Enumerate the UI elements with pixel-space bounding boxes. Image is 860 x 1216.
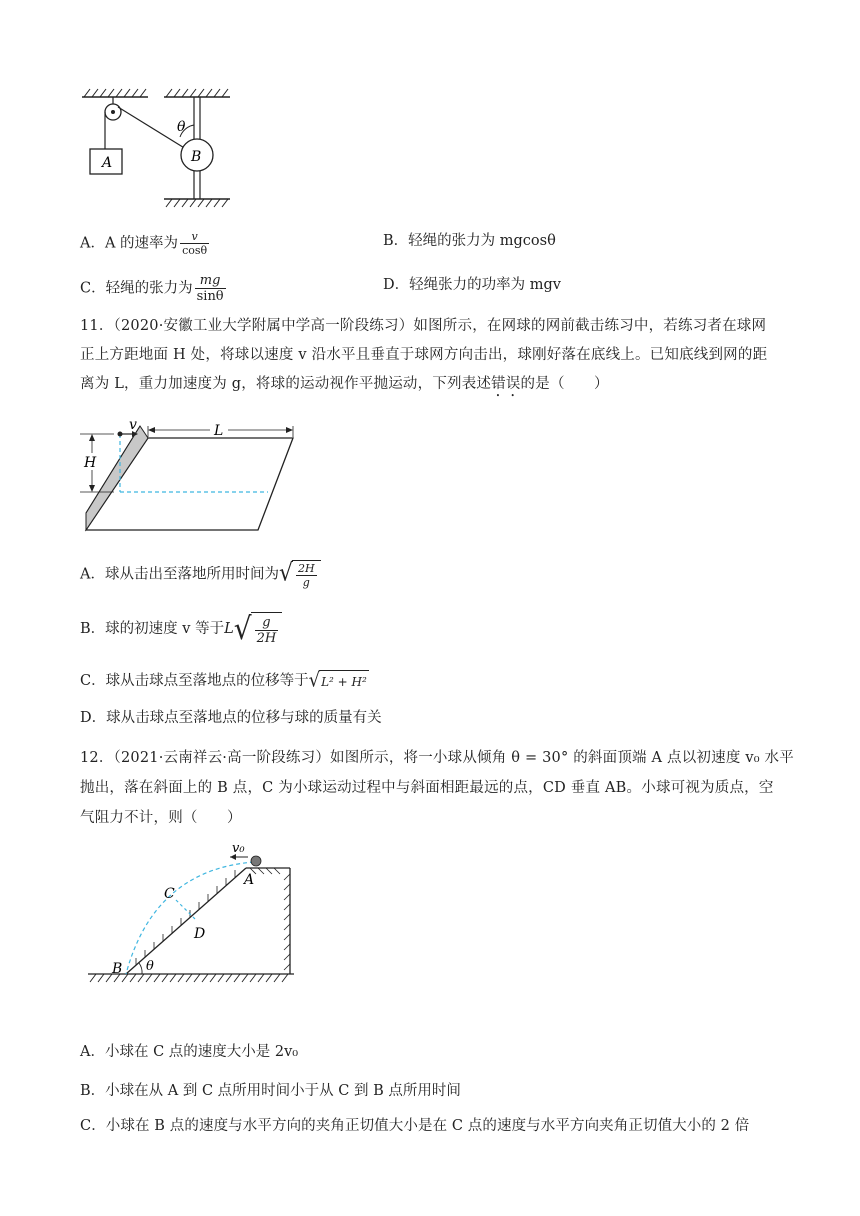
q11-stem-line-3-post: 的是（ ） [520,376,609,392]
q11-option-a [80,560,321,589]
q11-option-b-sqrt: √ $\frac{g}{2H}$ [234,612,282,646]
q12-stem-line-2: 抛出，落在斜面上的 B 点，C 为小球运动过程中与斜面相距最远的点，CD 垂直 AB。小球可视为质点，空 [80,780,774,796]
height-label: H [84,455,97,471]
pulley-diagram [80,85,260,215]
q10-option-c-fraction [195,273,226,304]
q10-option-a-prefix: A．A 的速率为 [80,235,179,252]
q11-option-a-sqrt: √ $\frac{2H}{g}$ [279,560,321,589]
q11-option-b-prefix: B．球的初速度 v 等于 [80,621,225,637]
point-d-label: D [194,926,206,942]
q11-option-c [80,670,369,692]
q12-option-c: C．小球在 B 点的速度与水平方向的夹角正切值大小是在 C 点的速度与水平方向夹角正切值大小的 2 倍 [80,1118,750,1134]
point-b-label: B [112,961,123,977]
ring-b-label: B [191,149,202,165]
fraction-numerator: v [180,230,209,244]
q10-option-a [80,230,211,257]
fraction-numerator: mg [195,273,226,289]
q11-option-c-expr: L² + H² [319,670,369,692]
q11-stem-line-1: 11．（2020·安徽工业大学附属中学高一阶段练习）如图所示，在网球的网前截击练习中，若练习者在球网 [80,318,767,334]
q10-option-a-fraction [180,230,209,257]
fraction-denominator: cosθ [182,244,208,257]
q11-option-b-coef: L [224,621,234,637]
incline-diagram [84,840,314,990]
q12-option-a: A．小球在 C 点的速度大小是 2v₀ [80,1044,299,1060]
q12-stem-line-1: 12．（2021·云南祥云·高一阶段练习）如图所示，将一小球从倾角 θ = 30° 的斜面顶端 A 点以初速度 v₀ 水平 [80,750,794,766]
theta-label: θ [177,119,186,135]
q11-option-c-prefix: C．球从击球点至落地点的位移等于 [80,673,309,689]
q11-option-c-sqrt: √ L² + H² [308,668,367,692]
q11-option-b-fraction [255,615,279,646]
fraction-numerator: 2H [298,562,315,575]
velocity-label: v [129,420,137,433]
length-label: L [214,423,224,439]
q11-option-a-fraction [296,562,317,589]
block-a-label: A [102,155,113,171]
tennis-court-diagram [78,420,308,540]
q12-option-b: B．小球在从 A 到 C 点所用时间小于从 C 到 B 点所用时间 [80,1083,461,1099]
fraction-denominator: g [302,576,310,589]
q11-stem-line-3-pre: 离为 L，重力加速度为 g，将球的运动视作平抛运动，下列表述 [80,376,492,392]
fraction-denominator: 2H [256,630,277,646]
q11-emphasis-word: 错误 [491,376,521,392]
q10-option-c-prefix: C．轻绳的张力为 [80,280,193,297]
q10-option-c [80,273,228,304]
fraction-denominator: sinθ [196,289,224,304]
q11-stem-line-2: 正上方距地面 H 处，将球以速度 v 沿水平且垂直于球网方向击出，球刚好落在底线上。已知底线到网的距 [80,347,768,363]
q11-option-a-prefix: A．球从击出至落地所用时间为 [80,566,279,583]
point-a-label: A [244,872,255,888]
q11-stem-line-3 [80,374,609,400]
v0-label: v₀ [232,841,245,856]
point-c-label: C [164,886,175,902]
q10-option-b: B．轻绳的张力为 mgcosθ [383,233,556,249]
q10-option-d: D．轻绳张力的功率为 mgv [383,277,561,293]
q11-option-d: D．球从击球点至落地点的位移与球的质量有关 [80,710,382,726]
q12-stem-line-3: 气阻力不计，则（ ） [80,810,242,826]
angle-theta-label: θ [146,959,154,974]
fraction-numerator: g [255,615,279,631]
q11-option-b [80,612,282,646]
